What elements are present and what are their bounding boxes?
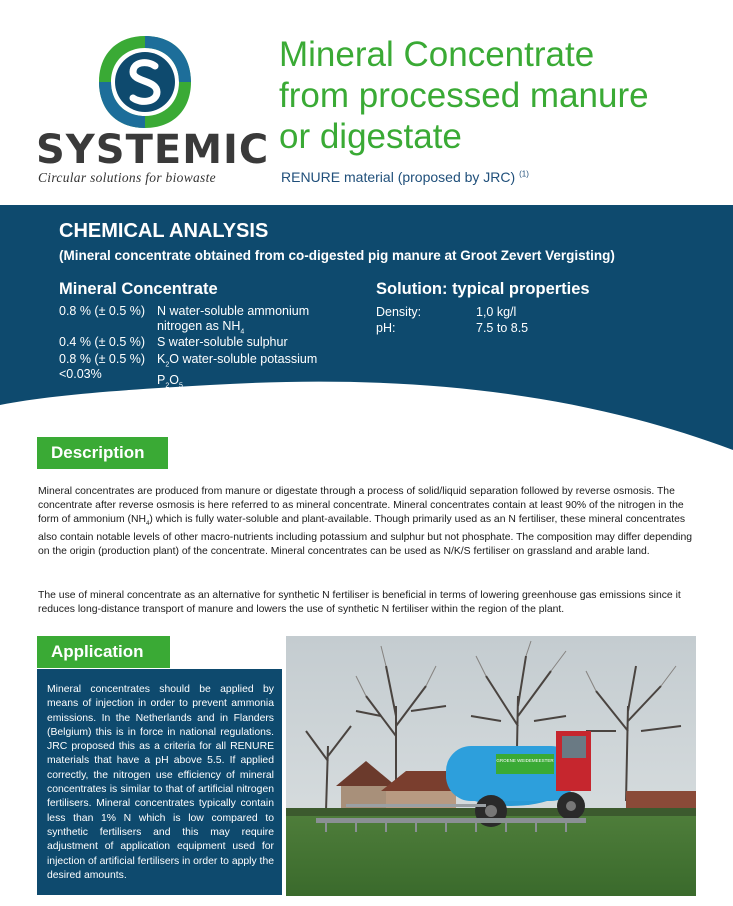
property-value: 7.5 to 8.5 xyxy=(476,321,529,335)
page-subtitle xyxy=(281,169,529,185)
subtitle-reference: (1) xyxy=(519,169,529,179)
brand-name: SYSTEMIC xyxy=(36,127,270,173)
property-label: pH: xyxy=(376,321,396,335)
composition-description: S water-soluble sulphur xyxy=(157,335,288,349)
application-section-tag: Application xyxy=(37,636,170,668)
composition-value: 0.4 % (± 0.5 %) xyxy=(59,335,146,349)
title-line-2: from processed manure xyxy=(279,76,649,115)
composition-heading: Mineral Concentrate xyxy=(59,280,218,298)
systemic-logo-icon xyxy=(95,32,195,132)
properties-heading: Solution: typical properties xyxy=(376,280,590,298)
property-row xyxy=(376,305,516,319)
description-section-tag: Description xyxy=(37,437,168,469)
composition-row xyxy=(59,335,357,350)
tank-label: GROENE WEIDEMEESTER xyxy=(496,758,554,763)
title-line-3: or digestate xyxy=(279,117,462,156)
description-paragraph: Mineral concentrates are produced from manure or digestate through a process of solid/liquid separation followed by reverse osmosis. The concentrate after reverse osmosis is here referred to as mineral concentrate. Mineral concentrates contain at least 90% of the nitrogen in the form of ammonium $(NH_4)$ which is fully water-soluble and plant-available. Though primarily used as an N fertiliser, these mineral concentrates also contain notable levels of other macro-nutrients including potassium and sulphur but not phosphate. The composition may differ depending on the origin (production plant) of the concentrate. Mineral concentrates can be used as N/K/S fertiliser on grassland and arable land. xyxy=(38,486,693,558)
composition-value: 0.8 % (± 0.5 %) <0.03% xyxy=(59,352,146,381)
title-line-1: Mineral Concentrate xyxy=(279,35,595,74)
subtitle-text: RENURE material (proposed by JRC) xyxy=(281,169,516,185)
application-text: Mineral concentrates should be applied by means of injection in order to prevent ammonia emissions. In the Netherlands and in Flanders (Belgium) this is in force in national regulations. JRC proposed this as a criteria for all RENURE materials that have a pH above 5.5. If applied correctly, the nitrogen use efficiency of mineral concentrates is similar to that of artificial nitrogen fertilisers. Mineral concentrates typically contain less than 1% N which is low compared to synthetic fertilisers and this may require adjustment of application equipment used for injection of artificial fertilisers in order to apply the desired amounts. xyxy=(47,684,274,881)
analysis-heading: CHEMICAL ANALYSIS xyxy=(59,220,269,242)
property-row xyxy=(376,321,528,335)
description-paragraph: The use of mineral concentrate as an alternative for synthetic N fertiliser is beneficial in terms of lowering greenhouse gas emissions since it reduces long-distance transport of manure and lowers the use of synthetic N fertiliser within the region of the plant. xyxy=(38,590,681,615)
composition-description: N water-soluble ammonium nitrogen as $NH_4$ xyxy=(157,304,310,336)
property-label: Density: xyxy=(376,305,422,319)
brand-tagline: Circular solutions for biowaste xyxy=(38,170,216,185)
field-injection-photo xyxy=(286,636,696,896)
composition-value: 0.8 % (± 0.5 %) xyxy=(59,304,146,318)
composition-description: $K_2O$ water-soluble potassium $P_2O_5$ xyxy=(157,352,318,389)
analysis-subheading: (Mineral concentrate obtained from co-digested pig manure at Groot Zevert Vergisting) xyxy=(59,248,615,263)
page-title xyxy=(279,34,719,157)
property-value: 1,0 kg/l xyxy=(476,305,517,319)
composition-row xyxy=(59,352,357,393)
